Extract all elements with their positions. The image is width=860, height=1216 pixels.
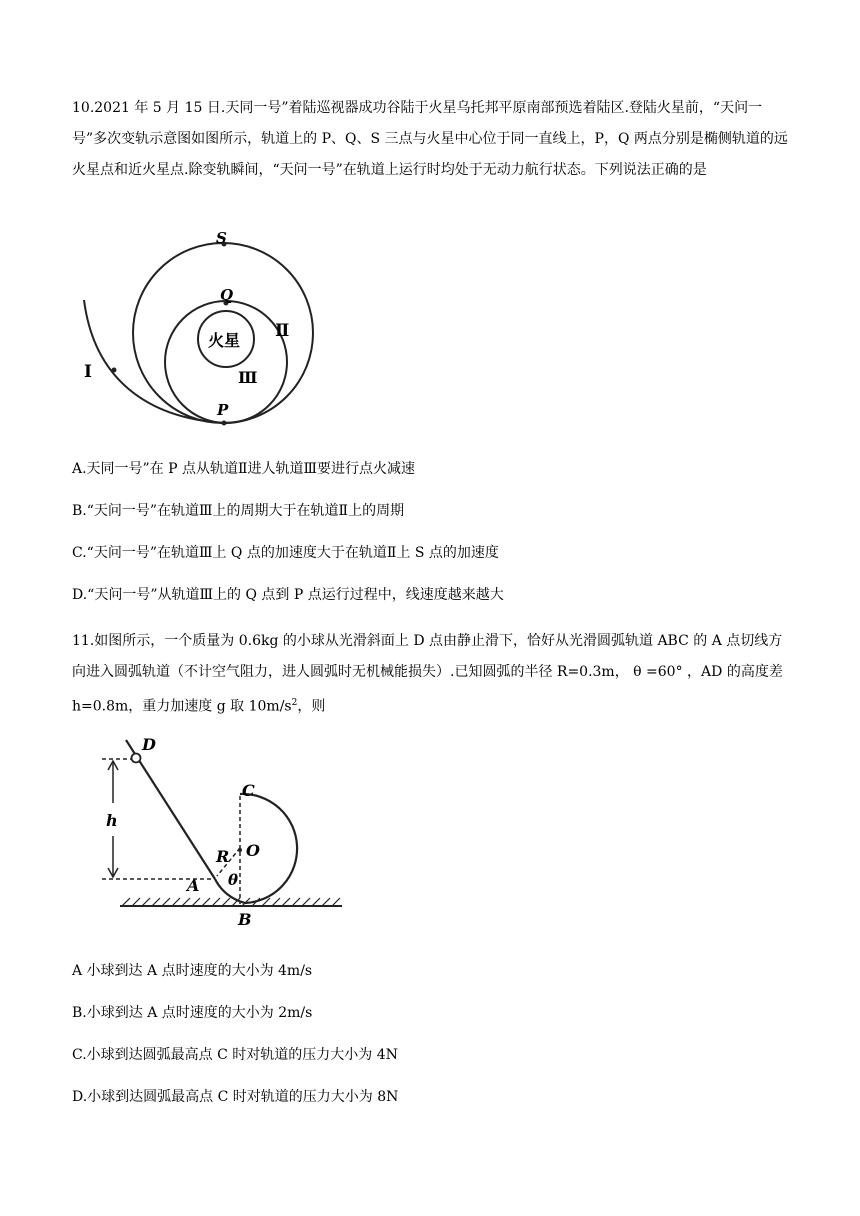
label-R: R	[216, 847, 230, 866]
point-P	[222, 421, 227, 426]
label-h: h	[106, 811, 118, 830]
label-Q: Q	[220, 286, 234, 304]
label-A: A	[187, 876, 200, 895]
question-11-stem	[72, 626, 790, 723]
label-S: S	[216, 229, 227, 247]
q10-option-a: A.天同一号”在 P 点从轨道Ⅱ进人轨道Ⅲ要进行点火减速	[72, 461, 416, 477]
q11-stem-tail: ，则	[297, 698, 326, 715]
orbit-diagram	[66, 228, 332, 438]
q10-option-b: B.“天问一号”在轨道Ⅲ上的周期大于在轨道Ⅱ上的周期	[72, 503, 405, 519]
ball-D	[132, 754, 141, 763]
q11-option-d: D.小球到达圆弧最高点 C 时对轨道的压力大小为 8N	[72, 1089, 399, 1105]
q11-option-b: B.小球到达 A 点时速度的大小为 2m/s	[72, 1005, 313, 1021]
label-C: C	[242, 781, 255, 800]
point-on-orbit-I	[112, 368, 117, 373]
label-theta: θ	[228, 871, 239, 889]
incline-arc-diagram	[70, 728, 370, 933]
ground-hatching	[122, 898, 340, 906]
label-III: Ⅲ	[238, 368, 258, 387]
label-mars: 火星	[208, 331, 241, 350]
incline-arc-diagram-svg	[70, 728, 370, 933]
q11-stem-text: 11.如图所示，一个质量为 0.6kg 的小球从光滑斜面上 D 点由静止滑下，恰好从光滑圆弧轨道 ABC 的 A 点切线方向进入圆弧轨道（不计空气阻力，进人圆弧时无机械能损失）.已知圆弧的半径 R=0.3m， θ =60° ，AD 的高度差 h=0.8m，重力加速度 g 取 10m/s	[72, 633, 783, 715]
label-O: O	[246, 841, 260, 860]
center-O	[238, 848, 242, 852]
q11-option-a: A 小球到达 A 点时速度的大小为 4m/s	[72, 963, 313, 979]
label-II: Ⅱ	[275, 321, 290, 341]
label-D: D	[142, 735, 156, 754]
label-P: P	[217, 401, 229, 419]
label-B: B	[238, 910, 252, 929]
q10-option-d: D.“天问一号”从轨道Ⅲ上的 Q 点到 P 点运行过程中，线速度越来越大	[72, 587, 504, 603]
label-I: Ⅰ	[84, 362, 92, 382]
question-10-stem: 10.2021 年 5 月 15 日.天同一号”着陆巡视器成功谷陆于火星乌托邦平原南部预选着陆区.登陆火星前，“天问一号”多次变轨示意图如图所示，轨道上的 P、Q、S 三点与火星中心位于同一直线上，P，Q 两点分别是椭侧轨道的远火星点和近火星点.除变轨瞬间，“天问一号”在轨道上运行时均处于无动力航行状态。下列说法正确的是	[72, 100, 788, 178]
q11-stem-superscript: 2	[291, 698, 298, 708]
orbit-diagram-svg	[66, 228, 332, 438]
q11-option-c: C.小球到达圆弧最高点 C 时对轨道的压力大小为 4N	[72, 1047, 398, 1063]
q10-option-c: C.“天问一号”在轨道Ⅲ上 Q 点的加速度大于在轨道Ⅱ上 S 点的加速度	[72, 545, 499, 561]
orbit-I	[84, 300, 224, 423]
